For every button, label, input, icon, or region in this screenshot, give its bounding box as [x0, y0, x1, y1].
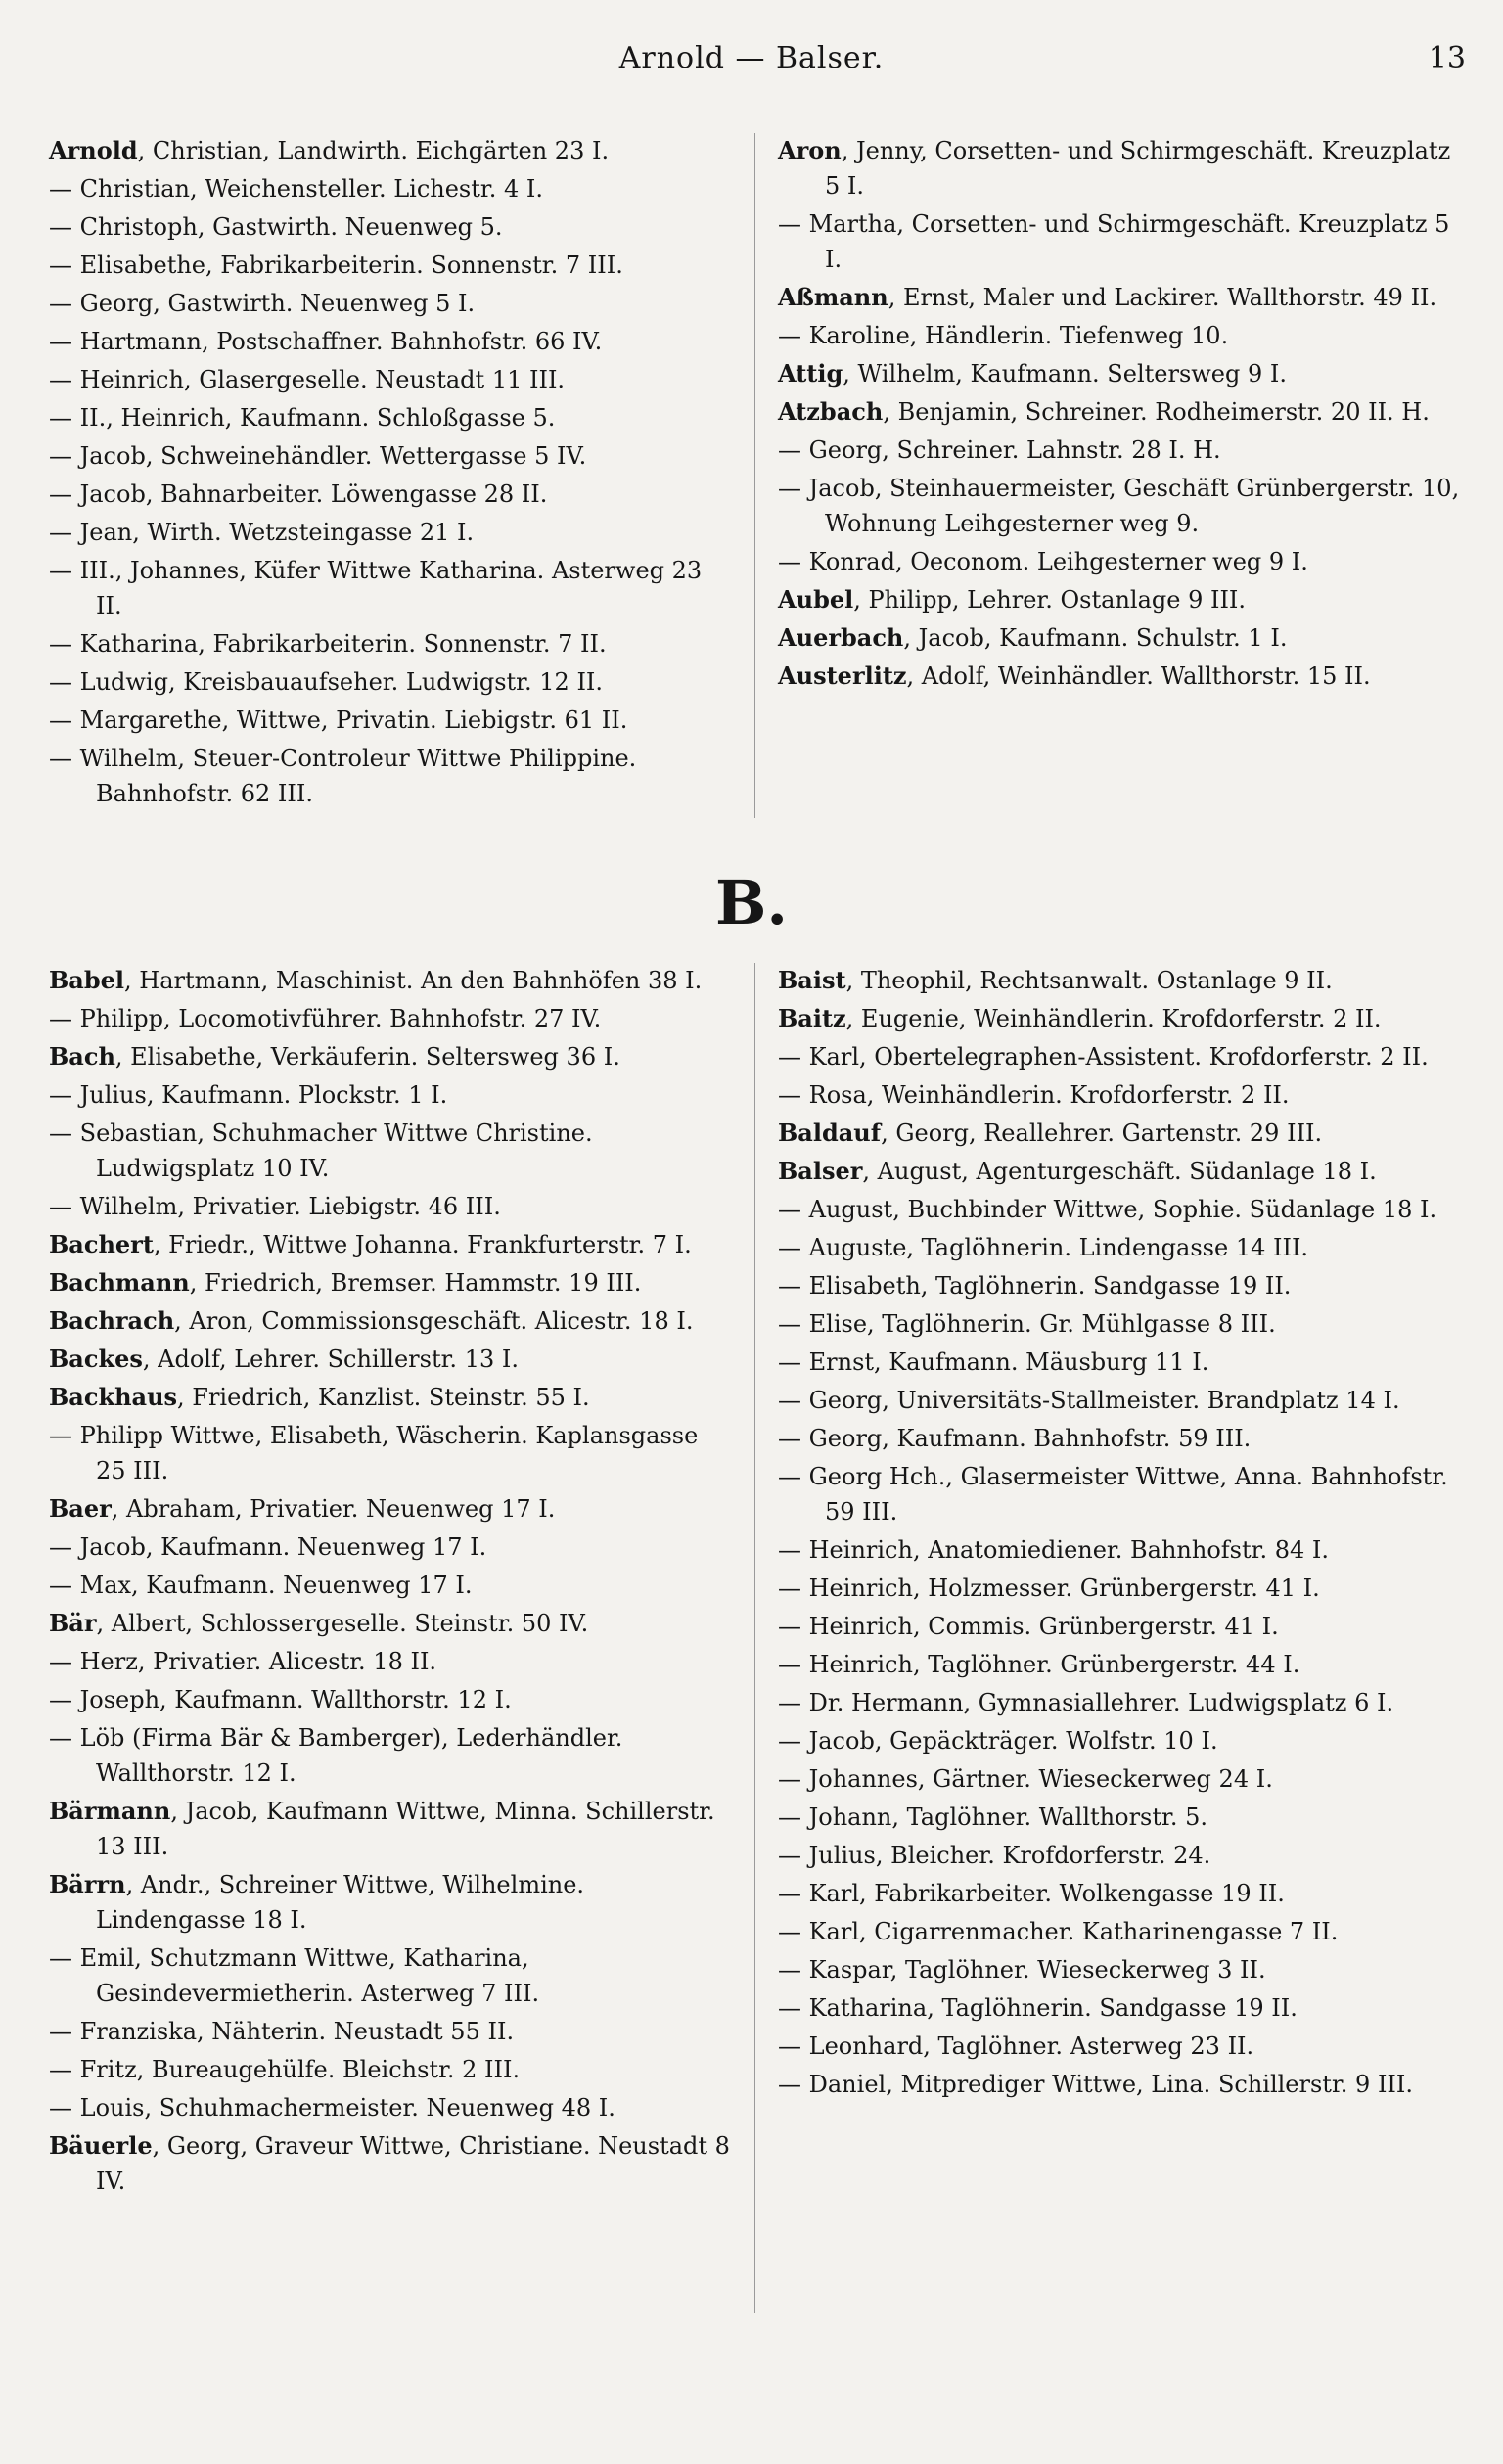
directory-entry: Baer, Abraham, Privatier. Neuenweg 17 I.	[49, 1494, 556, 1523]
directory-entry: — Leonhard, Taglöhner. Asterweg 23 II.	[778, 2032, 1254, 2060]
surname: Backes	[49, 1345, 143, 1373]
directory-entry: Bachmann, Friedrich, Bremser. Hammstr. 19 III.	[49, 1268, 642, 1297]
directory-entry: — Karl, Cigarrenmacher. Katharinengasse 7 II.	[778, 1918, 1339, 1945]
directory-entry: — Jacob, Steinhauermeister, Geschäft Grünbergerstr. 10, Wohnung Leihgesterner weg 9.	[778, 475, 1460, 537]
directory-entry: — Georg, Gastwirth. Neuenweg 5 I.	[49, 290, 476, 317]
directory-entry: — Wilhelm, Privatier. Liebigstr. 46 III.	[49, 1193, 501, 1220]
directory-entry: — Kaspar, Taglöhner. Wieseckerweg 3 II.	[778, 1956, 1266, 1984]
surname: Arnold	[49, 136, 138, 164]
directory-entry: — Heinrich, Glasergeselle. Neustadt 11 III.	[49, 366, 566, 393]
directory-entry: — Karoline, Händlerin. Tiefenweg 10.	[778, 322, 1229, 349]
directory-entry: Bachert, Friedr., Wittwe Johanna. Frankfurterstr. 7 I.	[49, 1230, 692, 1258]
surname: Bachert	[49, 1230, 154, 1258]
directory-entry: — Katharina, Taglöhnerin. Sandgasse 19 II.	[778, 1994, 1298, 2022]
surname: Aron	[778, 136, 842, 164]
directory-entry: Baist, Theophil, Rechtsanwalt. Ostanlage 9 II.	[778, 966, 1333, 994]
surname: Aßmann	[778, 283, 888, 311]
directory-entry: — Ludwig, Kreisbauaufseher. Ludwigstr. 12 II.	[49, 668, 604, 696]
directory-entry: Arnold, Christian, Landwirth. Eichgärten 23 I.	[49, 136, 610, 164]
directory-entry: Aubel, Philipp, Lehrer. Ostanlage 9 III.	[778, 585, 1247, 614]
directory-entry: — Julius, Bleicher. Krofdorferstr. 24.	[778, 1842, 1211, 1869]
directory-entry: Baldauf, Georg, Reallehrer. Gartenstr. 29 III.	[778, 1118, 1323, 1147]
directory-entry: — Johannes, Gärtner. Wieseckerweg 24 I.	[778, 1765, 1273, 1793]
directory-entry: — Julius, Kaufmann. Plockstr. 1 I.	[49, 1081, 448, 1109]
column-divider-top	[754, 133, 755, 818]
surname: Baitz	[778, 1004, 846, 1032]
directory-entry: Backhaus, Friedrich, Kanzlist. Steinstr. 55 I.	[49, 1383, 590, 1411]
surname: Babel	[49, 966, 125, 994]
directory-entry: — Jacob, Gepäckträger. Wolfstr. 10 I.	[778, 1727, 1218, 1755]
directory-entry: — Rosa, Weinhändlerin. Krofdorferstr. 2 II.	[778, 1081, 1290, 1109]
directory-entry: — Ernst, Kaufmann. Mäusburg 11 I.	[778, 1348, 1209, 1376]
directory-entry: Bärmann, Jacob, Kaufmann Wittwe, Minna. Schillerstr. 13 III.	[49, 1797, 715, 1860]
directory-entry: Baitz, Eugenie, Weinhändlerin. Krofdorferstr. 2 II.	[778, 1004, 1382, 1032]
running-title: Arnold — Balser.	[618, 41, 885, 75]
directory-entry: — Löb (Firma Bär & Bamberger), Lederhändler. Wallthorstr. 12 I.	[49, 1724, 623, 1787]
directory-entry: — Elise, Taglöhnerin. Gr. Mühlgasse 8 III.	[778, 1310, 1276, 1338]
surname: Baist	[778, 966, 846, 994]
directory-entry: — Joseph, Kaufmann. Wallthorstr. 12 I.	[49, 1686, 512, 1713]
directory-entry: Bär, Albert, Schlossergeselle. Steinstr. 50 IV.	[49, 1609, 589, 1637]
surname: Bär	[49, 1609, 97, 1637]
directory-entry: — Heinrich, Anatomiediener. Bahnhofstr. 84 I.	[778, 1536, 1330, 1564]
directory-entry: — Max, Kaufmann. Neuenweg 17 I.	[49, 1572, 473, 1599]
surname: Auerbach	[778, 623, 904, 652]
directory-entry: — Georg, Schreiner. Lahnstr. 28 I. H.	[778, 436, 1221, 464]
page-number: 13	[1428, 41, 1466, 75]
surname: Atzbach	[778, 397, 884, 426]
directory-entry: Bärrn, Andr., Schreiner Wittwe, Wilhelmine. Lindengasse 18 I.	[49, 1870, 585, 1934]
surname: Bachmann	[49, 1268, 190, 1297]
surname: Attig	[778, 359, 843, 388]
directory-entry: — Karl, Obertelegraphen-Assistent. Krofdorferstr. 2 II.	[778, 1043, 1429, 1071]
surname: Balser	[778, 1157, 863, 1185]
directory-entry: Aßmann, Ernst, Maler und Lackirer. Wallthorstr. 49 II.	[778, 283, 1437, 311]
directory-entry: — Wilhelm, Steuer-Controleur Wittwe Philippine. Bahnhofstr. 62 III.	[49, 745, 637, 807]
surname: Backhaus	[49, 1383, 178, 1411]
directory-entry: — Daniel, Mitprediger Wittwe, Lina. Schillerstr. 9 III.	[778, 2071, 1414, 2098]
directory-entry: — Martha, Corsetten- und Schirmgeschäft. Kreuzplatz 5 I.	[778, 210, 1450, 273]
directory-entry: — Jacob, Schweinehändler. Wettergasse 5 IV.	[49, 442, 587, 470]
directory-entry: — Georg Hch., Glasermeister Wittwe, Anna. Bahnhofstr. 59 III.	[778, 1463, 1448, 1526]
directory-entry: Bachrach, Aron, Commissionsgeschäft. Alicestr. 18 I.	[49, 1306, 694, 1335]
column-divider-bottom	[754, 963, 755, 2313]
directory-entry: — Margarethe, Wittwe, Privatin. Liebigstr. 61 II.	[49, 707, 628, 734]
column-b-left	[49, 963, 734, 2202]
directory-entry: — Johann, Taglöhner. Wallthorstr. 5.	[778, 1803, 1208, 1831]
directory-entry: — Fritz, Bureaugehülfe. Bleichstr. 2 III.	[49, 2056, 521, 2083]
surname: Austerlitz	[778, 662, 907, 690]
directory-entry: — Georg, Kaufmann. Bahnhofstr. 59 III.	[778, 1425, 1252, 1452]
surname: Bachrach	[49, 1306, 175, 1335]
directory-entry: — Sebastian, Schuhmacher Wittwe Christine. Ludwigsplatz 10 IV.	[49, 1119, 593, 1182]
directory-entry: — Emil, Schutzmann Wittwe, Katharina, Gesindevermietherin. Asterweg 7 III.	[49, 1944, 540, 2007]
directory-entry: — Jean, Wirth. Wetzsteingasse 21 I.	[49, 519, 475, 546]
directory-entry: Babel, Hartmann, Maschinist. An den Bahnhöfen 38 I.	[49, 966, 703, 994]
surname: Bärrn	[49, 1870, 126, 1898]
directory-entry: — II., Heinrich, Kaufmann. Schloßgasse 5.	[49, 404, 556, 432]
directory-entry: — Philipp Wittwe, Elisabeth, Wäscherin. Kaplansgasse 25 III.	[49, 1422, 699, 1484]
section-letter-heading: B.	[715, 867, 788, 938]
page-header	[0, 41, 1503, 80]
column-a-right	[778, 133, 1463, 697]
column-b-right	[778, 963, 1463, 2105]
directory-entry: — Hartmann, Postschaffner. Bahnhofstr. 66 IV.	[49, 328, 603, 355]
surname: Bach	[49, 1042, 115, 1071]
directory-entry: Austerlitz, Adolf, Weinhändler. Wallthorstr. 15 II.	[778, 662, 1371, 690]
surname: Bäuerle	[49, 2131, 153, 2160]
directory-entry: — Dr. Hermann, Gymnasiallehrer. Ludwigsplatz 6 I.	[778, 1689, 1394, 1716]
directory-entry: — Franziska, Nähterin. Neustadt 55 II.	[49, 2018, 515, 2045]
directory-entry: — Konrad, Oeconom. Leihgesterner weg 9 I.	[778, 548, 1308, 575]
directory-entry: — Christoph, Gastwirth. Neuenweg 5.	[49, 213, 503, 241]
directory-entry: — Jacob, Kaufmann. Neuenweg 17 I.	[49, 1533, 487, 1561]
directory-entry: Backes, Adolf, Lehrer. Schillerstr. 13 I.	[49, 1345, 519, 1373]
directory-entry: — August, Buchbinder Wittwe, Sophie. Südanlage 18 I.	[778, 1196, 1437, 1223]
directory-entry: — Jacob, Bahnarbeiter. Löwengasse 28 II.	[49, 480, 548, 508]
directory-entry: Aron, Jenny, Corsetten- und Schirmgeschäft. Kreuzplatz 5 I.	[778, 136, 1451, 200]
directory-entry: — Auguste, Taglöhnerin. Lindengasse 14 III.	[778, 1234, 1309, 1261]
directory-entry: — Elisabeth, Taglöhnerin. Sandgasse 19 II.	[778, 1272, 1292, 1300]
directory-entry: — Katharina, Fabrikarbeiterin. Sonnenstr. 7 II.	[49, 630, 607, 658]
surname: Baer	[49, 1494, 112, 1523]
surname: Bärmann	[49, 1797, 171, 1825]
directory-entry: — Heinrich, Holzmesser. Grünbergerstr. 41 I.	[778, 1574, 1320, 1602]
directory-entry: — Louis, Schuhmachermeister. Neuenweg 48 I.	[49, 2094, 615, 2122]
directory-entry: Atzbach, Benjamin, Schreiner. Rodheimerstr. 20 II. H.	[778, 397, 1430, 426]
directory-entry: — Elisabethe, Fabrikarbeiterin. Sonnenstr. 7 III.	[49, 251, 623, 279]
directory-entry: — Karl, Fabrikarbeiter. Wolkengasse 19 II.	[778, 1880, 1285, 1907]
directory-entry: Attig, Wilhelm, Kaufmann. Seltersweg 9 I.	[778, 359, 1288, 388]
directory-entry: — Philipp, Locomotivführer. Bahnhofstr. 27 IV.	[49, 1005, 602, 1032]
directory-entry: Bach, Elisabethe, Verkäuferin. Seltersweg 36 I.	[49, 1042, 620, 1071]
directory-entry: — Georg, Universitäts-Stallmeister. Brandplatz 14 I.	[778, 1387, 1400, 1414]
directory-entry: Balser, August, Agenturgeschäft. Südanlage 18 I.	[778, 1157, 1377, 1185]
directory-entry: — Heinrich, Taglöhner. Grünbergerstr. 44 I.	[778, 1651, 1300, 1678]
directory-entry: — Heinrich, Commis. Grünbergerstr. 41 I.	[778, 1613, 1279, 1640]
directory-entry: — III., Johannes, Küfer Wittwe Katharina. Asterweg 23 II.	[49, 557, 703, 619]
surname: Baldauf	[778, 1118, 882, 1147]
directory-entry: — Herz, Privatier. Alicestr. 18 II.	[49, 1648, 437, 1675]
directory-entry: — Christian, Weichensteller. Lichestr. 4 I.	[49, 175, 543, 203]
directory-entry: Bäuerle, Georg, Graveur Wittwe, Christiane. Neustadt 8 IV.	[49, 2131, 730, 2195]
column-a-left	[49, 133, 734, 814]
surname: Aubel	[778, 585, 854, 614]
directory-entry: Auerbach, Jacob, Kaufmann. Schulstr. 1 I.	[778, 623, 1288, 652]
